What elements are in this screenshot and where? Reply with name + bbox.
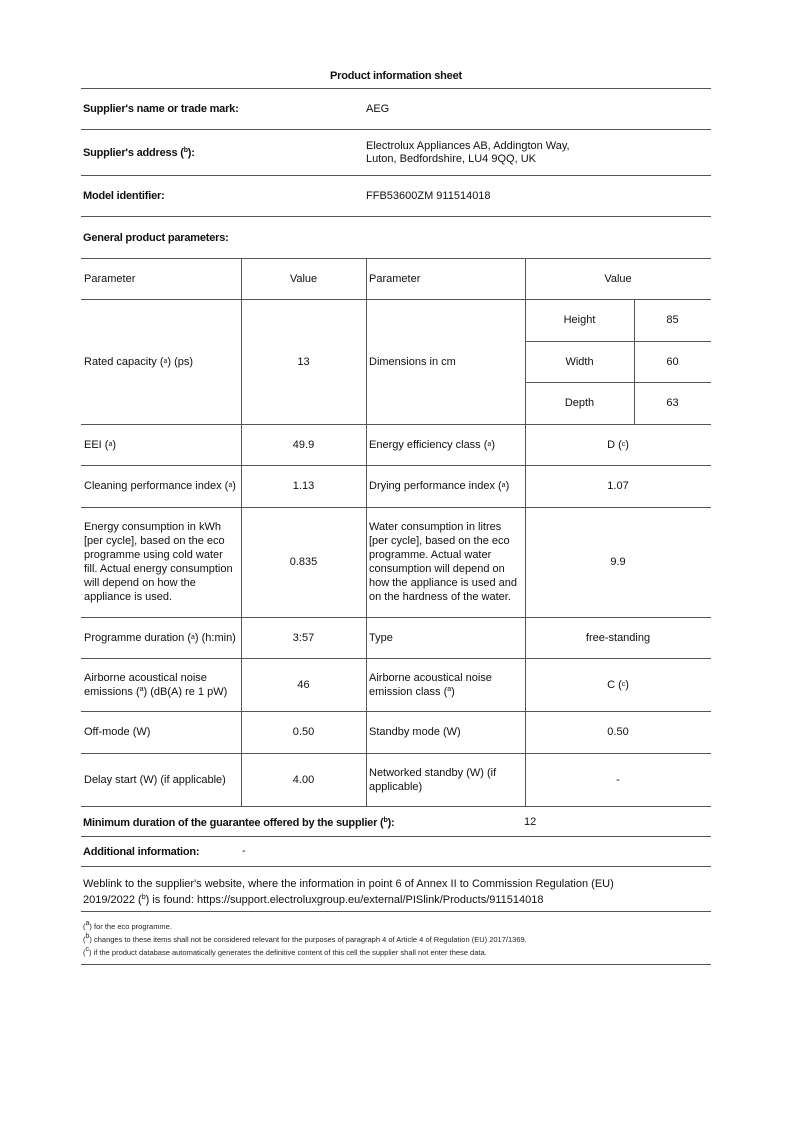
weblink-text: Weblink to the supplier's website, where the information in point 6 of Annex II to Commission Regulation (EU) 2019/2022 ($^b$) is found: https://support.electroluxgroup.eu/external/PISlink/Products/911514018	[83, 878, 614, 906]
standby-mode-value: 0.50	[607, 726, 629, 738]
noise-emissions-value: 46	[297, 678, 310, 691]
col-header-parameter: Parameter	[84, 272, 136, 285]
energy-class-value: D ( c )	[607, 438, 629, 451]
col-header-value-2: Value	[604, 272, 632, 285]
supplier-address-label: Supplier's address ($^b$):	[83, 147, 195, 159]
energy-consumption-label: Energy consumption in kWh [per cycle], based on the eco programme using cold water fill. Actual energy consumption will depend on how the appliance is used.	[84, 521, 233, 603]
divider	[81, 911, 711, 912]
parameters-table	[81, 258, 711, 806]
dimensions-label: Dimensions in cm	[369, 355, 456, 368]
model-identifier-value: FFB53600ZM 911514018	[366, 190, 491, 202]
divider	[81, 866, 711, 867]
eei-value: 49.9	[292, 438, 315, 451]
rated-capacity-value: 13	[297, 355, 310, 368]
page-title: Product information sheet	[330, 70, 462, 82]
width-value: 60	[666, 355, 679, 368]
energy-class-label: Energy efficiency class ( a )	[369, 438, 495, 451]
col-header-parameter-2: Parameter	[369, 272, 421, 285]
general-parameters-label: General product parameters:	[83, 232, 229, 244]
noise-class-label: Airborne acoustical noise emission class ($^a$)	[369, 671, 492, 698]
footnote-a: ($^a$) for the eco programme.	[83, 920, 172, 931]
divider	[81, 88, 711, 89]
networked-standby-value: -	[616, 773, 620, 786]
depth-value: 63	[666, 397, 679, 409]
model-identifier-label: Model identifier:	[83, 190, 165, 202]
drying-index-label: Drying performance index ( a )	[369, 480, 510, 492]
width-label: Width	[565, 355, 594, 368]
type-value: free-standing	[585, 631, 651, 644]
rated-capacity-label: Rated capacity ( a ) (ps)	[84, 355, 194, 368]
depth-label: Depth	[564, 397, 595, 409]
water-consumption-label: Water consumption in litres [per cycle], based on the eco programme. Actual water consumption will depend on how the appliance is used and on the hardness of the water.	[369, 521, 517, 603]
footnote-c: ($^c$) if the product database automatically generates the definitive content of this cell the supplier shall not enter these data.	[83, 946, 487, 957]
noise-class-value: C ( c )	[607, 678, 629, 691]
drying-index-value: 1.07	[607, 480, 629, 492]
divider	[81, 836, 711, 837]
height-value: 85	[666, 314, 679, 326]
delay-start-label: Delay start (W) (if applicable)	[84, 773, 226, 786]
off-mode-value: 0.50	[292, 726, 315, 738]
standby-mode-label: Standby mode (W)	[369, 726, 461, 738]
networked-standby-label: Networked standby (W) (if applicable)	[369, 766, 497, 793]
supplier-name-label: Supplier's name or trade mark:	[83, 103, 239, 115]
footnote-b: ($^b$) changes to these items shall not be considered relevant for the purposes of paragraph 4 of Article 4 of Regulation (EU) 2017/1369.	[83, 933, 527, 944]
water-consumption-value: 9.9	[610, 556, 626, 568]
additional-info-label: Additional information:	[83, 846, 200, 858]
supplier-name-value: AEG	[366, 103, 390, 115]
supplier-address-value: Electrolux Appliances AB, Addington Way, Luton, Bedfordshire, LU4 9QQ, UK	[366, 140, 570, 165]
divider	[81, 216, 711, 217]
programme-duration-label: Programme duration ( a ) (h:min)	[84, 631, 236, 644]
cleaning-index-value: 1.13	[292, 480, 315, 492]
divider	[81, 129, 711, 130]
guarantee-label: Minimum duration of the guarantee offered by the supplier ($^b$):	[83, 817, 395, 829]
noise-emissions-label: Airborne acoustical noise emissions ($^a$) (dB(A) re 1 pW)	[84, 671, 228, 698]
type-label: Type	[369, 631, 393, 644]
energy-consumption-value: 0.835	[289, 556, 318, 568]
eei-label: EEI ( a )	[84, 438, 117, 451]
cleaning-index-label: Cleaning performance index ( a )	[84, 480, 236, 492]
delay-start-value: 4.00	[292, 773, 315, 786]
height-label: Height	[563, 314, 596, 326]
col-header-value: Value	[289, 272, 318, 285]
guarantee-value: 12	[524, 816, 537, 828]
divider	[81, 964, 711, 965]
off-mode-label: Off-mode (W)	[84, 726, 151, 738]
programme-duration-value: 3:57	[292, 631, 315, 644]
divider	[81, 175, 711, 176]
additional-info-value: -	[242, 845, 246, 857]
